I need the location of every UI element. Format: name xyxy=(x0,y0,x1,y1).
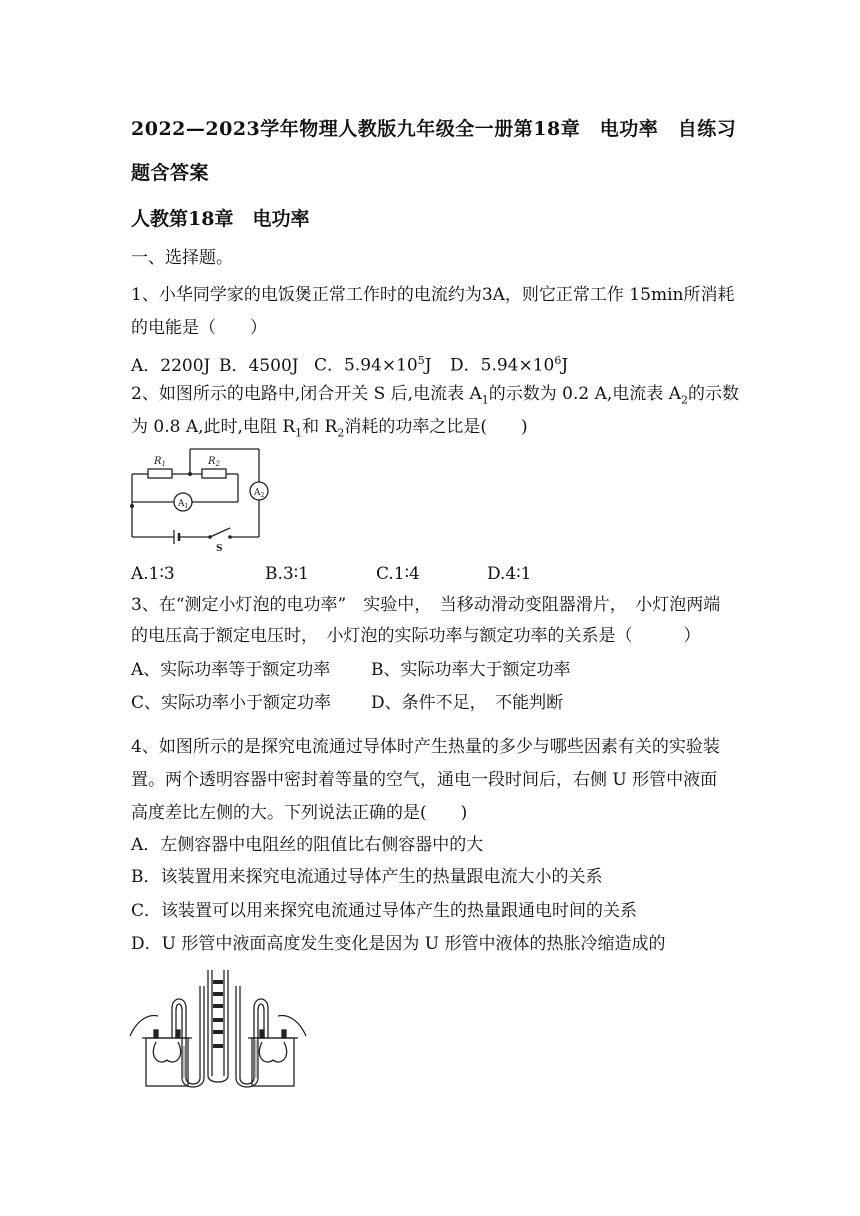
q3-options-cd xyxy=(131,692,563,714)
resistor-r1 xyxy=(148,469,172,478)
document-title-line2: 题含答案 xyxy=(131,162,210,184)
chapter-heading: 人教第18章 电功率 xyxy=(131,208,310,230)
document-title-line1: 2022—2023学年物理人教版九年级全一册第18章 电功率 自练习 xyxy=(131,118,737,140)
section-heading: 一、选择题。 xyxy=(131,248,233,268)
q1-option-a: A．2200J xyxy=(131,355,211,376)
q3-line1: 3、在“测定小灯泡的电功率” 实验中， 当移动滑动变阻器滑片， 小灯泡两端 xyxy=(131,595,721,615)
q3-option-c: C、实际功率小于额定功率 xyxy=(131,693,332,713)
q4-option-d: D．U 形管中液面高度发生变化是因为 U 形管中液体的热胀冷缩造成的 xyxy=(131,934,666,954)
q2-option-b: B.3∶1 xyxy=(265,564,309,584)
q4-option-a: A．左侧容器中电阻丝的阻值比右侧容器中的大 xyxy=(131,835,484,855)
scale-marks xyxy=(213,980,223,1048)
q3-option-d: D、条件不足， 不能判断 xyxy=(371,693,564,713)
q3-line2: 的电压高于额定电压时， 小灯泡的实际功率与额定功率的关系是（ ） xyxy=(131,626,701,646)
label-r1: $R_1$ xyxy=(154,456,166,468)
label-a1: $A_1$ xyxy=(178,499,189,510)
q3-options-ab xyxy=(131,659,571,681)
q1-option-c: C．$5.94\times 10^5J$ xyxy=(314,354,432,376)
q1-line1: 1、小华同学家的电饭煲正常工作时的电流约为3A，则它正常工作 15min所消耗 xyxy=(131,285,735,305)
q4-option-c: C．该装置可以用来探究电流通过导体产生的热量跟通电时间的关系 xyxy=(131,901,638,921)
q1-options xyxy=(131,350,568,377)
label-r2: $R_2$ xyxy=(208,456,220,468)
q4-line2: 置。两个透明容器中密封着等量的空气，通电一段时间后，右侧 U 形管中液面 xyxy=(131,770,718,790)
q2-option-d: D.4∶1 xyxy=(487,564,532,584)
q1-line2: 的电能是（ ） xyxy=(131,318,267,338)
label-a2: $A_2$ xyxy=(254,488,265,499)
left-coil xyxy=(153,1042,180,1062)
q2-option-c: C.1∶4 xyxy=(376,564,420,584)
q4-line1: 4、如图所示的是探究电流通过导体时产生热量的多少与哪些因素有关的实验装 xyxy=(131,737,720,757)
right-coil xyxy=(259,1042,286,1062)
q2-line2: 为 0.8 A,此时,电阻 $R_1$和 $R_2$消耗的功率之比是( ) xyxy=(131,417,528,440)
q3-option-a: A、实际功率等于额定功率 xyxy=(131,660,331,680)
q1-option-b: B．4500J xyxy=(219,355,299,376)
switch-lever xyxy=(210,528,230,537)
q3-option-b: B、实际功率大于额定功率 xyxy=(371,660,571,680)
label-switch: S xyxy=(216,544,223,554)
q4-option-b: B．该装置用来探究电流通过导体产生的热量跟电流大小的关系 xyxy=(131,867,603,887)
q2-option-a: A.1∶3 xyxy=(131,564,175,584)
q2-line1: 2、如图所示的电路中,闭合开关 S 后,电流表 $A_1$的示数为 0.2 A,电流表 $A_2$的示数 xyxy=(131,384,739,407)
circuit-diagram xyxy=(126,444,271,556)
q4-line3: 高度差比左侧的大。下列说法正确的是( ) xyxy=(131,803,468,823)
q1-option-d: D．$5.94\times 10^6J$ xyxy=(450,354,569,376)
joule-heat-apparatus-diagram xyxy=(128,966,308,1088)
resistor-r2 xyxy=(202,469,226,478)
q2-options xyxy=(131,563,531,585)
